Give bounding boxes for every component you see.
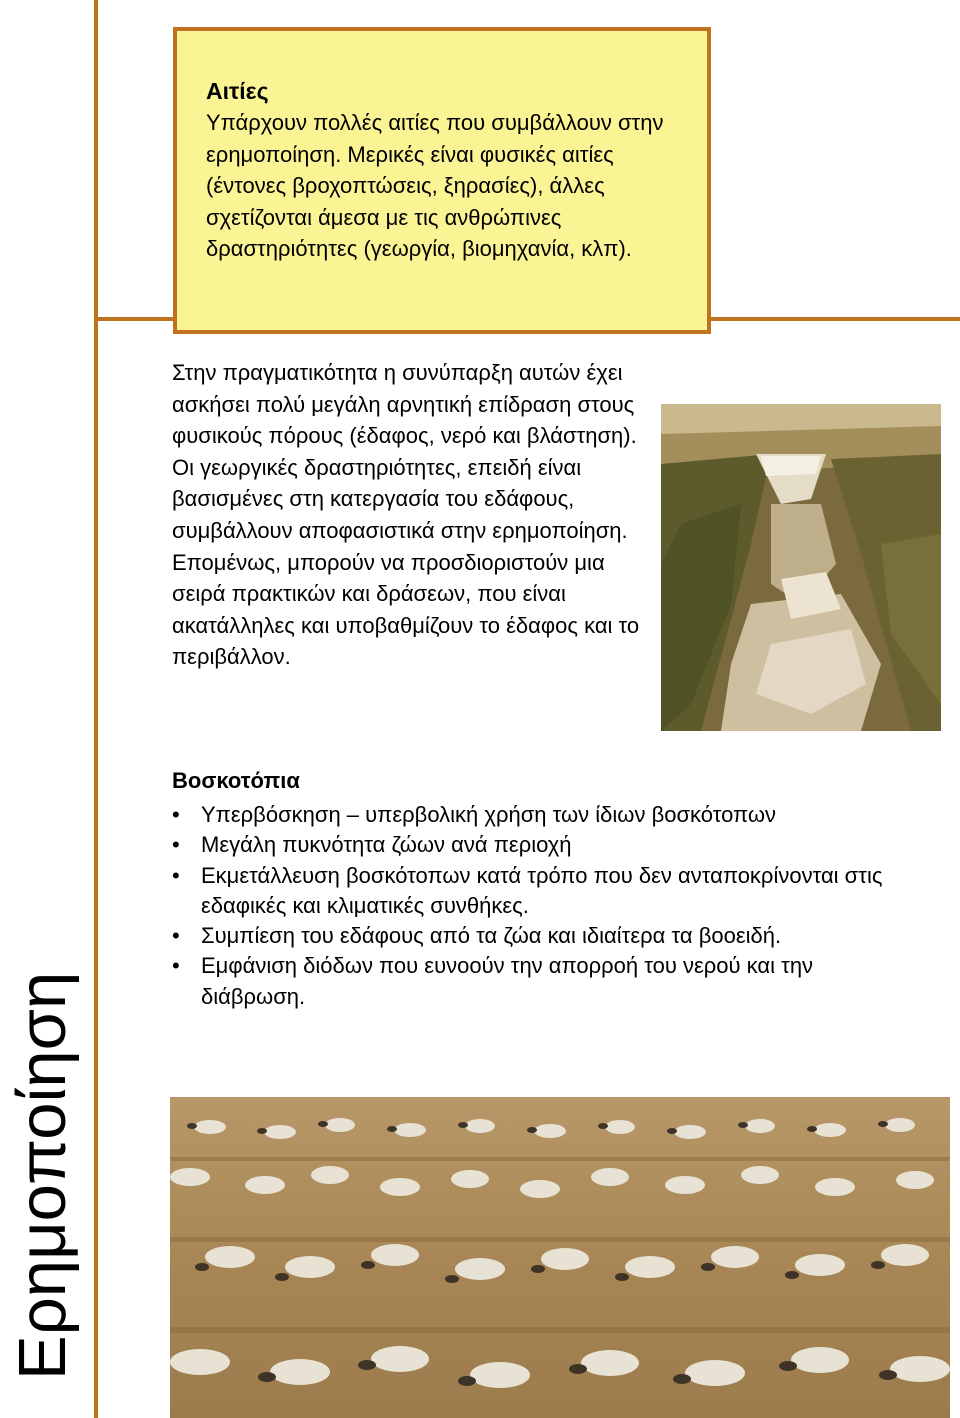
eroded-stream-photo [661, 404, 941, 731]
pastures-list [172, 800, 892, 1012]
list-item: • Εκμετάλλευση βοσκότοπων κατά τρόπο που δεν ανταποκρίνονται στις εδαφικές και κλιματικές συνθήκες. [172, 861, 892, 922]
list-item: • Εμφάνιση διόδων που ευνοούν την απορροή του νερού και την διάβρωση. [172, 951, 892, 1012]
causes-text: Υπάρχουν πολλές αιτίες που συμβάλλουν στην ερημοποίηση. Μερικές είναι φυσικές αιτίες (έντονες βροχοπτώσεις, ξηρασίες), άλλες σχετίζονται άμεσα με τις ανθρώπινες δραστηριότητες (γεωργία, βιομηχανία, κλπ). [206, 110, 664, 261]
list-item: • Μεγάλη πυκνότητα ζώων ανά περιοχή [172, 830, 892, 860]
side-title: Ερημοποίηση [5, 971, 80, 1380]
main-paragraph: Στην πραγματικότητα η συνύπαρξη αυτών έχει ασκήσει πολύ μεγάλη αρνητική επίδραση στους φυσικούς πόρους (έδαφος, νερό και βλάστηση). Οι γεωργικές δραστηριότητες, επειδή είναι βασισμένες στη κατεργασία του εδάφους, συμβάλλουν αποφασιστικά στην ερημοποίηση. Επομένως, μπορούν να προσδιοριστούν μια σειρά πρακτικών και δράσεων, που είναι ακατάλληλες και υποβαθμίζουν το έδαφος και το περιβάλλον. [172, 360, 640, 670]
pastures-title: Βοσκοτόπια [172, 768, 300, 793]
causes-title: Αιτίες [206, 78, 269, 104]
vertical-divider-line [94, 0, 98, 1418]
causes-box [173, 27, 711, 334]
list-item: • Συμπίεση του εδάφους από τα ζώα και ιδιαίτερα τα βοοειδή. [172, 921, 892, 951]
list-item: • Υπερβόσκηση – υπερβολική χρήση των ίδιων βοσκότοπων [172, 800, 892, 830]
grazing-sheep-photo [170, 1097, 950, 1418]
